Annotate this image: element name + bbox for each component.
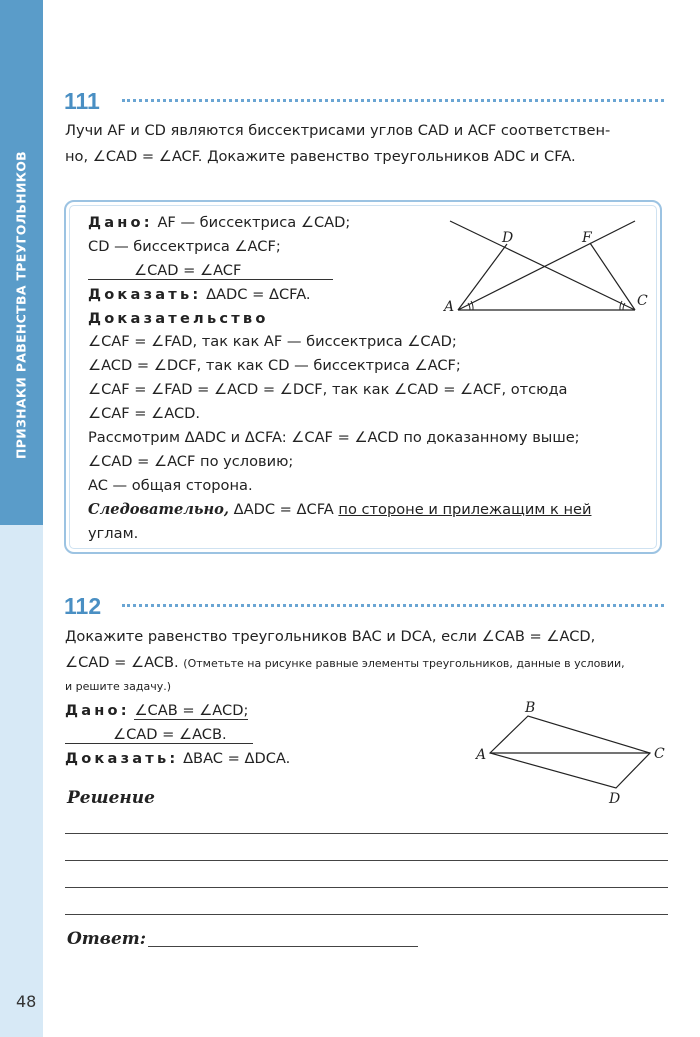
point-label-a: A [476, 747, 487, 763]
task-112-statement-line2 [65, 654, 625, 671]
point-label-c: C [654, 746, 665, 762]
proof-line: Рассмотрим ΔADC и ΔCFA: ∠CAF = ∠ACD по доказанному выше; [88, 429, 580, 446]
conclusion-statement: ΔADC = ΔCFA [233, 501, 334, 518]
task-111-number: 111 [64, 88, 100, 114]
given-2: ∠CAD = ∠ACB. [65, 726, 253, 744]
segment-ad [458, 244, 507, 310]
conclusion-end: углам. [88, 525, 139, 542]
task-112-divider [122, 604, 664, 607]
prove-statement: ΔBAC = ΔDCA. [183, 750, 291, 767]
proof-line: ∠CAF = ∠FAD, так как AF — биссектриса ∠CAD; [88, 333, 457, 350]
given-line-3 [88, 262, 333, 280]
answer-label: Ответ: [67, 929, 147, 949]
answer-rule [65, 914, 668, 915]
given-line-1 [88, 214, 350, 231]
prove-line [88, 286, 311, 303]
given-1: ∠CAB = ∠ACD; [134, 702, 249, 719]
task-112-statement-line1: Докажите равенство треугольников BAC и DCA, если ∠CAB = ∠ACD, [65, 628, 596, 645]
given-1: AF — биссектриса ∠CAD; [157, 214, 351, 231]
task-112-instruction: (Отметьте на рисунке равные элементы треугольников, данные в условии, [183, 657, 625, 670]
segment-cf [590, 243, 635, 310]
task-112-given-line-1 [65, 702, 248, 720]
page-number: 48 [16, 992, 37, 1011]
task-112-number: 112 [64, 593, 102, 619]
proof-line: ∠CAD = ∠ACF по условию; [88, 453, 294, 470]
given-3: ∠CAD = ∠ACF [88, 262, 333, 280]
proof-label: Доказательство [88, 310, 269, 327]
point-label-d: D [609, 791, 621, 807]
solution-label: Решение [67, 788, 155, 808]
section-title: ПРИЗНАКИ РАВЕНСТВА ТРЕУГОЛЬНИКОВ [13, 150, 29, 460]
prove-statement: ΔADC = ΔCFA. [206, 286, 311, 303]
task-111-statement-line1: Лучи AF и CD являются биссектрисами углов CAD и ACF соответствен- [65, 122, 611, 139]
proof-line: ∠ACD = ∠DCF, так как CD — биссектриса ∠ACF; [88, 357, 461, 374]
point-label-a: A [444, 299, 455, 315]
task-112-figure [470, 696, 680, 808]
proof-line: ∠CAF = ∠ACD. [88, 405, 201, 422]
quadrilateral-abcd [490, 716, 650, 788]
point-label-d: D [502, 230, 514, 246]
point-label-b: B [525, 700, 536, 716]
point-label-c: C [637, 293, 648, 309]
answer-rule [65, 887, 668, 888]
conclusion-underlined: по стороне и прилежащим к ней [338, 501, 592, 518]
proof-line: ∠CAF = ∠FAD = ∠ACD = ∠DCF, так как ∠CAD = ∠ACF, отсюда [88, 381, 568, 398]
conclusion-line [88, 501, 591, 518]
answer-rule [65, 833, 668, 834]
task-111-figure [440, 215, 650, 315]
point-label-f: F [582, 230, 592, 246]
answer-rule [65, 860, 668, 861]
prove-label: Доказать: [88, 286, 202, 303]
task-111-statement-line2: но, ∠CAD = ∠ACF. Докажите равенство треугольников ADC и CFA. [65, 148, 576, 165]
task-112-given-angles: ∠CAD = ∠ACB. [65, 654, 179, 671]
given-label: Дано: [88, 214, 153, 231]
task-112-instruction-cont: и решите задачу.) [65, 680, 172, 693]
given-2: CD — биссектриса ∠ACF; [88, 238, 281, 255]
task-112-prove-line [65, 750, 290, 767]
conclusion-bold: Следовательно, [88, 501, 229, 518]
answer-blank[interactable] [148, 946, 418, 947]
task-111-divider [122, 99, 664, 102]
proof-line: AC — общая сторона. [88, 477, 253, 494]
task-112-given-line-2 [65, 726, 253, 744]
given-label: Дано: [65, 702, 130, 719]
prove-label: Доказать: [65, 750, 179, 767]
sidebar-band-light [0, 525, 43, 1037]
